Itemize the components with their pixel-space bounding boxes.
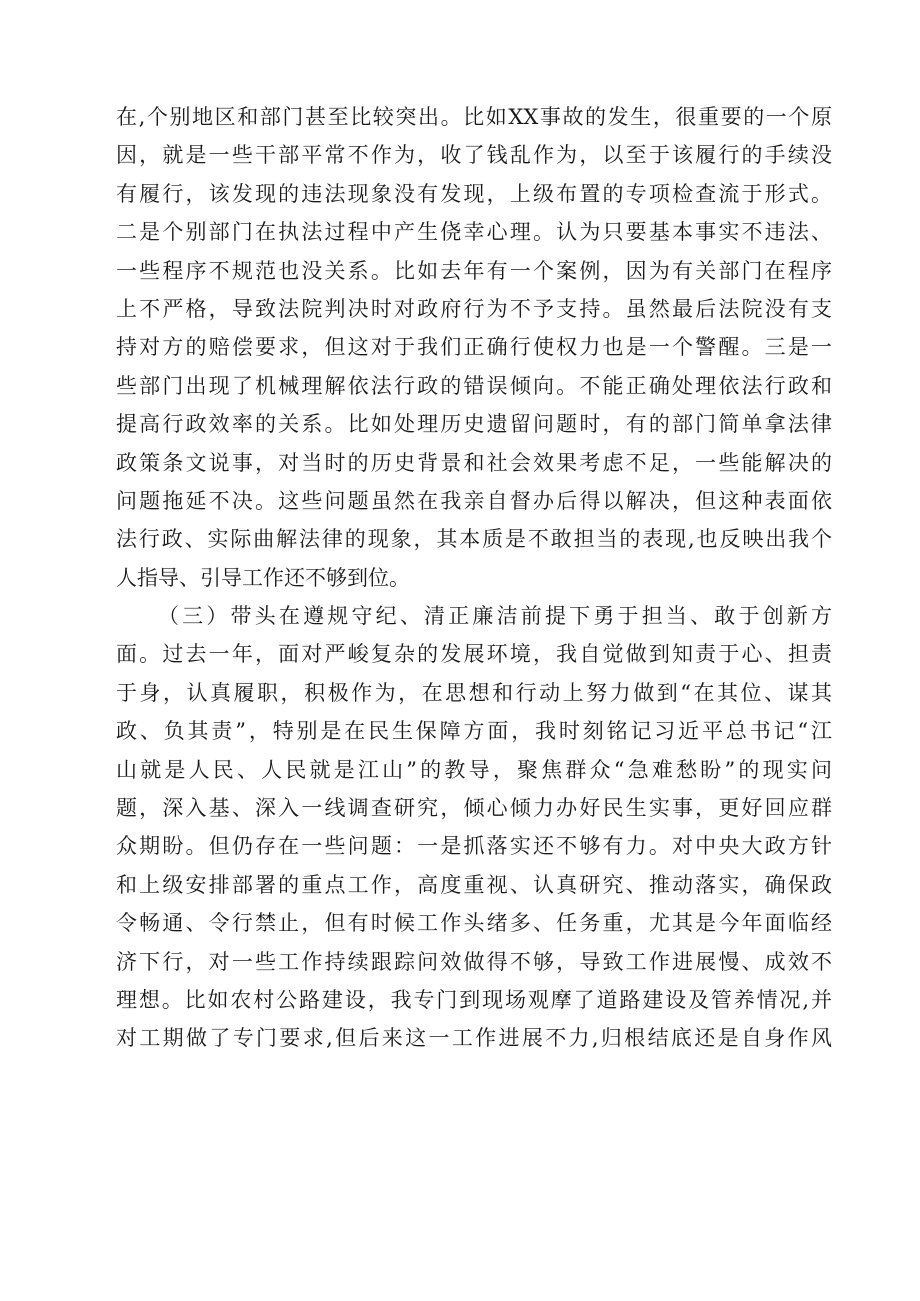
text-line: 山就是人民、人民就是江山”的教导，聚焦群众“急难愁盼”的现实问 (116, 757, 832, 782)
text-line: 理想。比如农村公路建设，我专门到现场观摩了道路建设及管养情况,并 (116, 987, 832, 1012)
paragraph-2 (116, 597, 832, 1058)
text-line: 对工期做了专门要求,但后来这一工作进展不力,归根结底还是自身作风 (116, 1026, 832, 1051)
text-line: 有履行，该发现的违法现象没有发现，上级布置的专项检查流于形式。 (116, 181, 832, 206)
text-line: 因，就是一些干部平常不作为，收了钱乱作为，以至于该履行的手续没 (116, 143, 832, 168)
text-line: 人指导、引导工作还不够到位。 (116, 565, 410, 590)
text-line: 众期盼。但仍存在一些问题：一是抓落实还不够有力。对中央大政方针 (116, 834, 832, 859)
text-line: 问题拖延不决。这些问题虽然在我亲自督办后得以解决，但这种表面依 (116, 488, 832, 513)
text-line: 面。过去一年，面对严峻复杂的发展环境，我自觉做到知责于心、担责 (116, 642, 832, 667)
document-body (116, 98, 832, 1058)
text-line: 法行政、实际曲解法律的现象，其本质是不敢担当的表现,也反映出我个 (116, 527, 832, 552)
text-line: 政策条文说事，对当时的历史背景和社会效果考虑不足，一些能解决的 (116, 450, 832, 475)
text-line: 令畅通、令行禁止，但有时候工作头绪多、任务重，尤其是今年面临经 (116, 911, 832, 936)
text-line: 提高行政效率的关系。比如处理历史遗留问题时，有的部门简单拿法律 (116, 412, 832, 437)
text-line: 政、负其责”，特别是在民生保障方面，我时刻铭记习近平总书记“江 (116, 719, 832, 744)
text-line: 在,个别地区和部门甚至比较突出。比如XX事故的发生，很重要的一个原 (116, 105, 832, 129)
text-line: 持对方的赔偿要求，但这对于我们正确行使权力也是一个警醒。三是一 (116, 335, 832, 360)
text-line: 题，深入基、深入一线调查研究，倾心倾力办好民生实事，更好回应群 (116, 796, 832, 821)
text-line: 二是个别部门在执法过程中产生侥幸心理。认为只要基本事实不违法、 (116, 220, 832, 245)
text-line: 济下行，对一些工作持续跟踪问效做得不够，导致工作进展慢、成效不 (116, 949, 832, 974)
text-line: 些部门出现了机械理解依法行政的错误倾向。不能正确处理依法行政和 (116, 373, 832, 398)
text-line: 一些程序不规范也没关系。比如去年有一个案例，因为有关部门在程序 (116, 258, 832, 283)
paragraph-1 (116, 98, 832, 597)
text-line: 于身，认真履职，积极作为，在思想和行动上努力做到“在其位、谋其 (116, 680, 832, 705)
text-line: 和上级安排部署的重点工作，高度重视、认真研究、推动落实，确保政 (116, 872, 832, 897)
text-line: 上不严格，导致法院判决时对政府行为不予支持。虽然最后法院没有支 (116, 296, 832, 321)
section-heading-line: （三）带头在遵规守纪、清正廉洁前提下勇于担当、敢于创新方 (158, 604, 832, 629)
